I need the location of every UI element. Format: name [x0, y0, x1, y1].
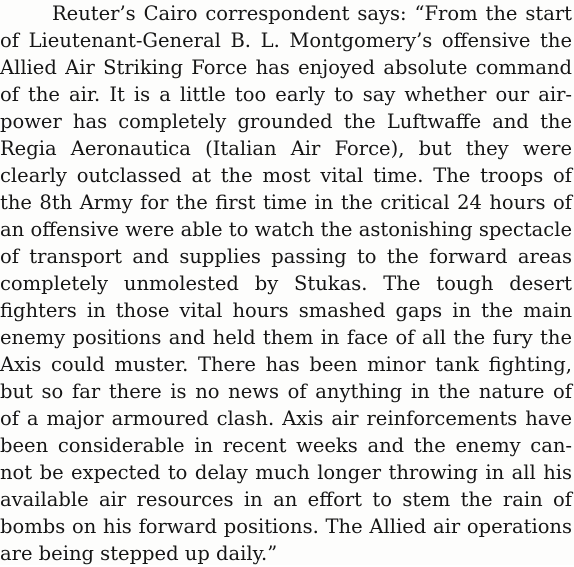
text-line: not be expected to delay much longer throwing in all his: [0, 461, 572, 484]
text-line: Axis could muster. There has been minor tank fighting,: [0, 353, 572, 376]
text-line: of Lieutenant-General B. L. Montgomery’s offensive the: [0, 29, 572, 52]
text-line: but so far there is no news of anything in the nature of: [0, 380, 572, 403]
text-line: clearly outclassed at the most vital time. The troops of: [0, 164, 572, 187]
text-line: been considerable in recent weeks and the enemy can-: [0, 434, 572, 457]
text-line: Regia Aeronautica (Italian Air Force), but they were: [0, 137, 572, 160]
text-line: completely unmolested by Stukas. The tough desert: [0, 272, 572, 295]
text-line: enemy positions and held them in face of all the fury the: [0, 326, 572, 349]
text-line: available air resources in an effort to stem the rain of: [0, 488, 572, 511]
text-line: bombs on his forward positions. The Allied air operations: [0, 515, 572, 538]
text-line: an offensive were able to watch the astonishing spectacle: [0, 218, 572, 241]
text-line: Reuter’s Cairo correspondent says: “From the start: [52, 2, 572, 25]
text-line: of the air. It is a little too early to say whether our air-: [0, 83, 572, 106]
text-line: Allied Air Striking Force has enjoyed absolute command: [0, 56, 572, 79]
text-line: fighters in those vital hours smashed gaps in the main: [0, 299, 572, 322]
text-line: power has completely grounded the Luftwaffe and the: [0, 110, 572, 133]
text-line: of a major armoured clash. Axis air reinforcements have: [0, 407, 572, 430]
text-line: the 8th Army for the first time in the critical 24 hours of: [0, 191, 572, 214]
text-line: are being stepped up daily.”: [0, 542, 278, 565]
text-line: of transport and supplies passing to the forward areas: [0, 245, 572, 268]
